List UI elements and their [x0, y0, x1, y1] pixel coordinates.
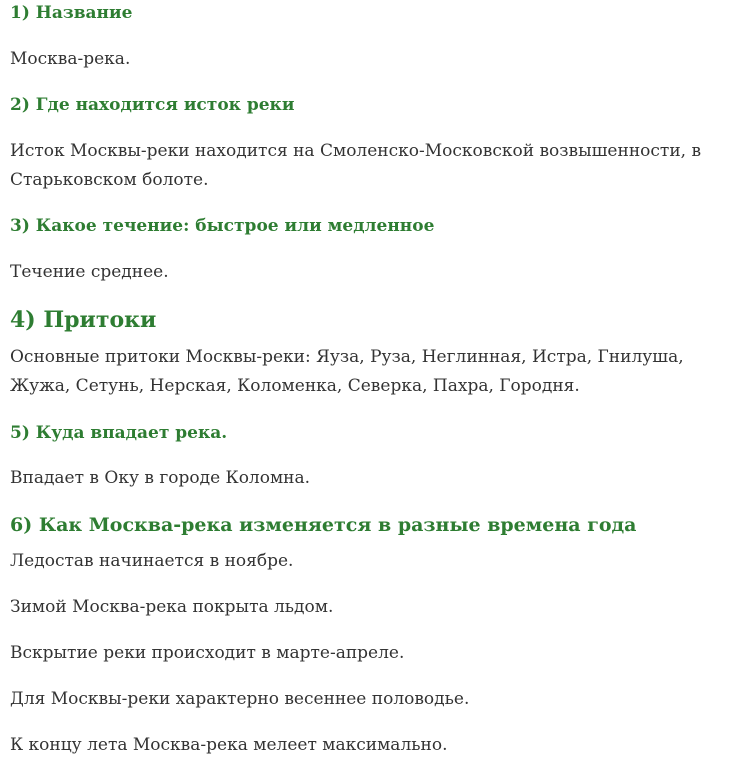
section-3-text: Течение среднее. [10, 262, 169, 282]
section-6-heading: 6) Как Москва-река изменяется в разные времена года [10, 514, 637, 536]
section-1-text: Москва-река. [10, 49, 131, 69]
section-6-text-5: К концу лета Москва-река мелеет максимально. [10, 735, 448, 755]
section-4-heading: 4) Притоки [10, 307, 157, 333]
section-6-text-3: Вскрытие реки происходит в марте-апреле. [10, 643, 405, 663]
section-6-text-4: Для Москвы-реки характерно весеннее половодье. [10, 689, 470, 709]
section-4-text: Основные притоки Москвы-реки: Яуза, Руза, Неглинная, Истра, Гнилуша, Жужа, Сетунь, Нерская, Коломенка, Северка, Пахра, Городня. [10, 347, 684, 396]
section-1-heading: 1) Название [10, 3, 133, 23]
section-5-heading: 5) Куда впадает река. [10, 423, 228, 443]
section-2-text: Исток Москвы-реки находится на Смоленско-Московской возвышенности, в Старьковском болоте. [10, 141, 702, 190]
section-3-heading: 3) Какое течение: быстрое или медленное [10, 216, 435, 236]
section-6-text-1: Ледостав начинается в ноябре. [10, 551, 294, 571]
section-2-heading: 2) Где находится исток реки [10, 95, 295, 115]
section-6-text-2: Зимой Москва-река покрыта льдом. [10, 597, 334, 617]
section-5-text: Впадает в Оку в городе Коломна. [10, 468, 311, 488]
